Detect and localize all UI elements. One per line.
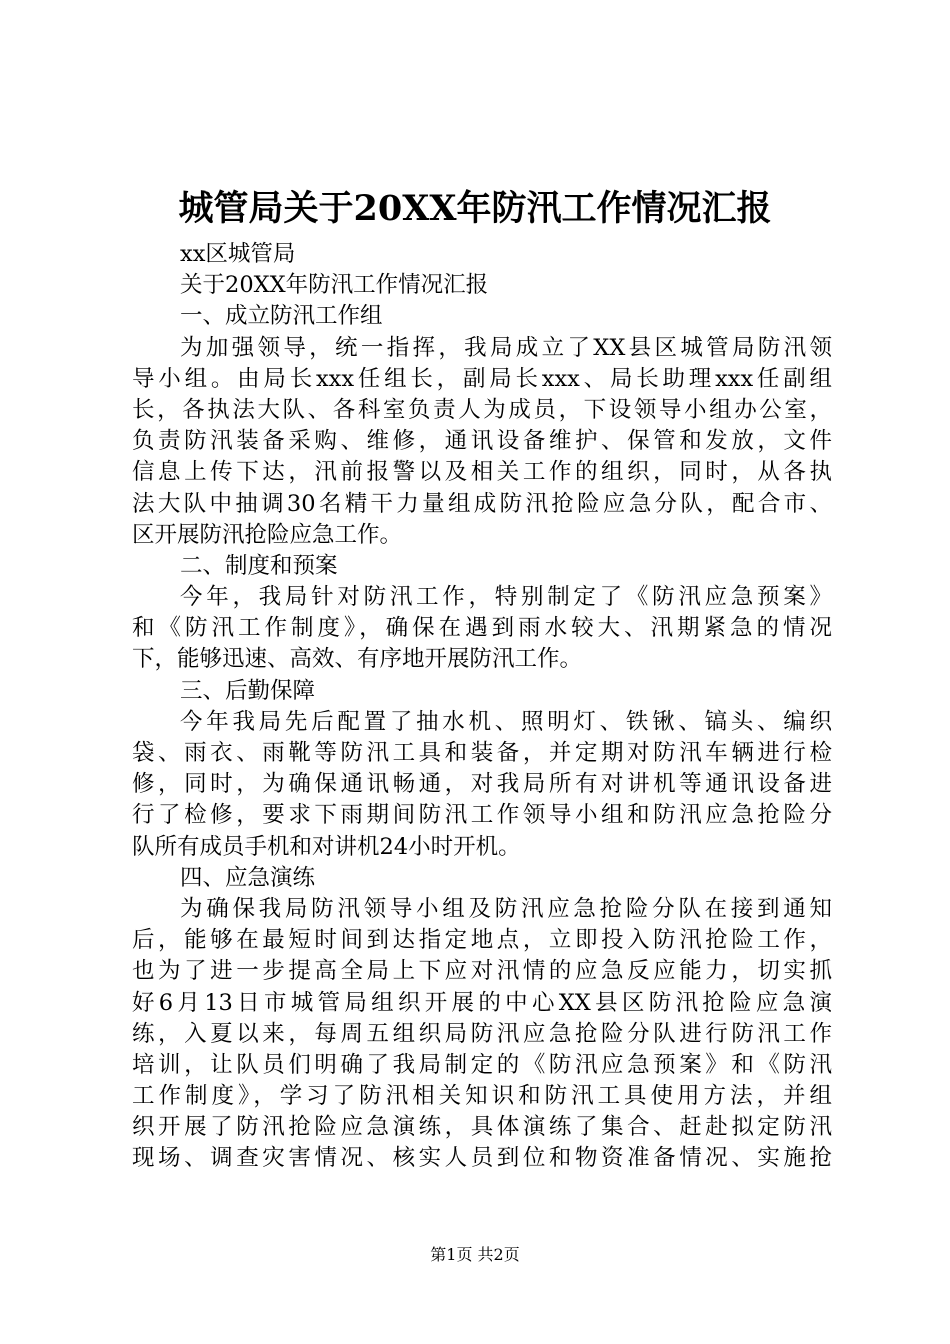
body-line: 行了检修，要求下雨期间防汛工作领导小组和防汛应急抢险分 <box>132 802 832 829</box>
body-line: xx区城管局 <box>180 241 296 267</box>
body-line: 和《防汛工作制度》，确保在遇到雨水较大、汛期紧急的情况 <box>132 615 832 642</box>
body-line: 关于20XX年防汛工作情况汇报 <box>180 272 489 299</box>
body-line: 好6月13日市城管局组织开展的中心XX县区防汛抢险应急演 <box>132 989 832 1016</box>
body-line: 织开展了防汛抢险应急演练，具体演练了集合、赶赴拟定防汛 <box>132 1114 832 1141</box>
body-line: 区开展防汛抢险应急工作。 <box>132 521 403 548</box>
body-line: 为确保我局防汛领导小组及防汛应急抢险分队在接到通知 <box>180 895 832 922</box>
body-line: 后，能够在最短时间到达指定地点，立即投入防汛抢险工作， <box>132 927 832 954</box>
body-line: 长，各执法大队、各科室负责人为成员，下设领导小组办公室， <box>132 396 832 423</box>
body-line: 二、制度和预案 <box>180 552 338 579</box>
body-line: 导小组。由局长xxx任组长，副局长xxx、局长助理xxx任副组 <box>132 365 832 392</box>
body-line: 工作制度》，学习了防汛相关知识和防汛工具使用方法，并组 <box>132 1083 832 1110</box>
body-line: 四、应急演练 <box>180 864 316 891</box>
body-line: 今年我局先后配置了抽水机、照明灯、铁锹、镐头、编织 <box>180 708 832 735</box>
body-line: 今年，我局针对防汛工作，特别制定了《防汛应急预案》 <box>180 584 832 611</box>
body-line: 也为了进一步提高全局上下应对汛情的应急反应能力，切实抓 <box>132 958 832 985</box>
body-line: 培训，让队员们明确了我局制定的《防汛应急预案》和《防汛 <box>132 1051 832 1078</box>
body-line: 法大队中抽调30名精干力量组成防汛抢险应急分队，配合市、 <box>132 490 832 517</box>
body-line: 三、后勤保障 <box>180 677 316 704</box>
body-line: 为加强领导，统一指挥，我局成立了XX县区城管局防汛领 <box>180 334 832 361</box>
body-line: 现场、调查灾害情况、核实人员到位和物资准备情况、实施抢 <box>132 1145 832 1172</box>
page-footer: 第1页 共2页 <box>430 1245 520 1264</box>
document-title: 城管局关于20XX年防汛工作情况汇报 <box>178 188 772 229</box>
body-line: 下，能够迅速、高效、有序地开展防汛工作。 <box>132 646 583 673</box>
body-line: 袋、雨衣、雨靴等防汛工具和装备，并定期对防汛车辆进行检 <box>132 740 832 766</box>
body-line: 修，同时，为确保通讯畅通，对我局所有对讲机等通讯设备进 <box>132 771 832 798</box>
body-line: 信息上传下达，汛前报警以及相关工作的组织，同时，从各执 <box>132 459 832 486</box>
body-line: 一、成立防汛工作组 <box>180 303 383 330</box>
body-line: 负责防汛装备采购、维修，通讯设备维护、保管和发放，文件 <box>132 428 832 455</box>
body-line: 队所有成员手机和对讲机24小时开机。 <box>132 833 521 860</box>
document-body <box>132 239 832 1175</box>
body-line: 练，入夏以来，每周五组织局防汛应急抢险分队进行防汛工作 <box>132 1020 832 1047</box>
